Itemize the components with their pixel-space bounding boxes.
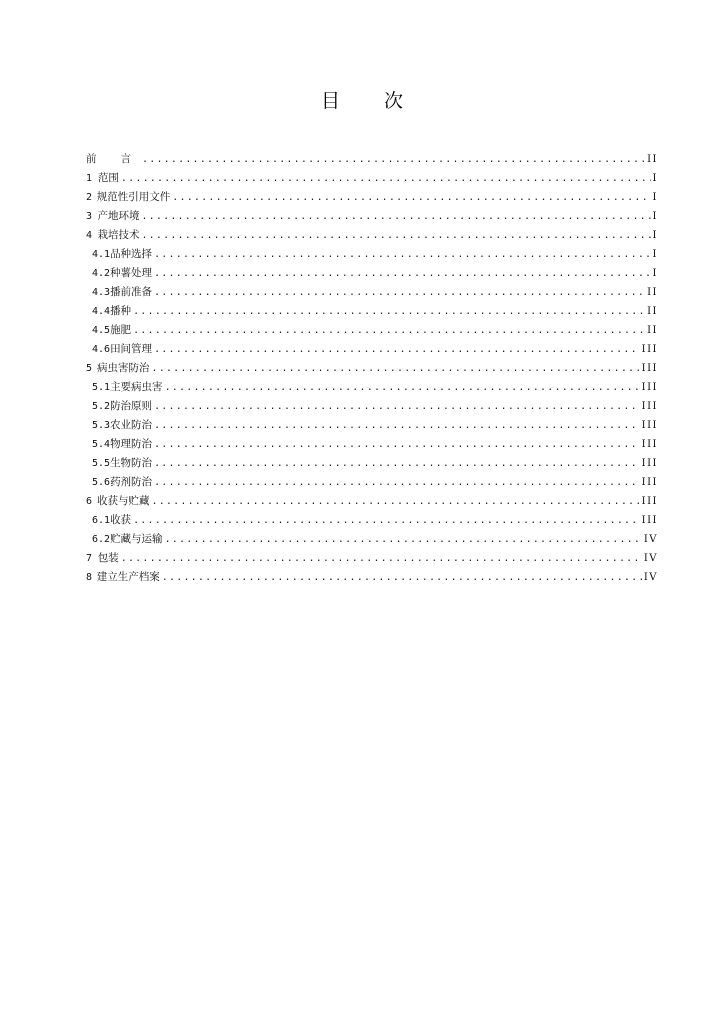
toc-entry[interactable] [86,188,658,207]
toc-entry-label: 范围 [97,172,119,184]
toc-entry[interactable] [86,378,658,397]
dot-leader [154,264,650,283]
toc-entry-page: II [647,287,658,298]
toc-entry-number: 4.5 [92,325,111,336]
dot-leader [141,226,650,245]
toc-entry-label: 农业防治 [110,419,153,431]
toc-entry-number: 6.1 [92,515,111,526]
dot-leader [154,454,640,473]
toc-entry-page: I [652,230,658,241]
toc-entry[interactable] [86,549,658,568]
dot-leader [154,283,645,302]
toc-entry-number: 5.1 [92,382,111,393]
toc-entry-page: III [641,439,658,450]
toc-entry[interactable] [86,397,658,416]
dot-leader [162,568,642,587]
toc-entry-page: I [652,173,658,184]
toc-entry-page: III [641,401,658,412]
toc-entry[interactable] [86,359,658,378]
toc-entry-page: III [641,363,658,374]
toc-entry[interactable] [86,530,658,549]
toc-entry[interactable] [86,207,658,226]
toc-entry-label: 产地环境 [97,210,140,222]
toc-entry-number: 5.6 [92,477,111,488]
dot-leader [141,207,650,226]
toc-entry-number: 3 [86,211,93,222]
dot-leader [165,378,640,397]
dot-leader [133,321,645,340]
toc-entry[interactable] [86,340,658,359]
dot-leader [154,397,640,416]
dot-leader [121,169,651,188]
toc-entry-number: 4.1 [92,249,111,260]
toc-entry-label: 防治原则 [110,400,153,412]
toc-entry-label [86,150,140,169]
toc-entry[interactable] [86,568,658,587]
toc-entry-label: 施肥 [110,324,132,336]
toc-entry-number: 5.3 [92,420,111,431]
toc-entry[interactable] [86,416,658,435]
toc-entry-label: 主要病虫害 [110,381,163,393]
toc-entry-label: 种薯处理 [110,267,153,279]
toc-entry-page: I [652,211,658,222]
toc-entry-page: III [641,515,658,526]
toc-entry-number: 4.4 [92,306,111,317]
toc-entry-page: II [647,154,658,165]
dot-leader [151,492,639,511]
toc-entry[interactable] [86,511,658,530]
dot-leader [154,416,640,435]
toc-entry-number: 6.2 [92,534,111,545]
toc-entry-page: II [647,325,658,336]
toc-entry-label: 收获 [110,514,132,526]
toc-entry-label: 播种 [110,305,132,317]
toc-entry-page: III [641,496,658,507]
toc-entry-label: 收获与贮藏 [96,495,150,507]
toc-entry-page: IV [643,534,658,545]
toc-entry-page: III [641,420,658,431]
toc-entry-page: III [641,458,658,469]
toc-entry-label: 物理防治 [110,438,153,450]
toc-entry-label: 播前准备 [110,286,153,298]
dot-leader [133,511,640,530]
dot-leader [165,530,642,549]
toc-entry-label: 病虫害防治 [96,362,150,374]
dot-leader [133,302,645,321]
dot-leader [142,150,645,169]
toc-entry-label: 贮藏与运输 [110,533,163,545]
toc-entry[interactable] [86,226,658,245]
toc-entry-number: 7 [86,553,93,564]
toc-entry-preface[interactable] [86,150,658,169]
dot-leader [154,340,640,359]
toc-entry-number: 5.4 [92,439,111,450]
toc-entry-number: 4 [86,230,93,241]
toc-entry[interactable] [86,454,658,473]
toc-entry-page: II [647,306,658,317]
toc-entry-number: 4.3 [92,287,111,298]
toc-entry-label: 生物防治 [110,457,153,469]
preface-char-2: 言 [120,153,131,165]
toc-entry[interactable] [86,321,658,340]
toc-entry[interactable] [86,245,658,264]
toc-entry[interactable] [86,473,658,492]
dot-leader [154,473,640,492]
dot-leader [154,245,650,264]
preface-char-1: 前 [86,153,97,165]
toc-entry-label: 建立生产档案 [96,571,160,583]
dot-leader [154,435,640,454]
page-title [0,86,724,113]
dot-leader [121,549,642,568]
toc-entry-number: 4.6 [92,344,111,355]
title-char-1: 目 [320,90,340,112]
toc-entry-number: 1 [86,173,93,184]
toc-entry-page: IV [643,553,658,564]
toc-entry-page: I [652,249,658,260]
table-of-contents [86,150,658,587]
toc-entry[interactable] [86,264,658,283]
toc-entry-page: I [652,268,658,279]
toc-entry-number: 5.2 [92,401,111,412]
toc-entry[interactable] [86,169,658,188]
dot-leader [151,359,639,378]
dot-leader [172,188,650,207]
toc-entry-label: 包装 [97,552,119,564]
toc-entry-label: 规范性引用文件 [96,191,171,203]
toc-entry-page: IV [643,572,658,583]
toc-entry-number: 6 [86,496,93,507]
toc-entry-page: III [641,382,658,393]
toc-entry-label: 品种选择 [110,248,153,260]
toc-entry-label: 药剂防治 [110,476,153,488]
toc-entry[interactable] [86,435,658,454]
title-char-2: 次 [384,90,404,112]
toc-entry-number: 4.2 [92,268,111,279]
toc-entry-label: 田间管理 [110,343,153,355]
toc-entry-label: 栽培技术 [97,229,140,241]
toc-entry-number: 5.5 [92,458,111,469]
toc-entry[interactable] [86,283,658,302]
toc-entry-number: 8 [86,572,93,583]
toc-entry-page: III [641,344,658,355]
toc-entry-number: 5 [86,363,93,374]
toc-entry-number: 2 [86,192,93,203]
toc-entry-page: III [641,477,658,488]
toc-entry-page: I [652,192,658,203]
toc-entry[interactable] [86,302,658,321]
toc-entry[interactable] [86,492,658,511]
